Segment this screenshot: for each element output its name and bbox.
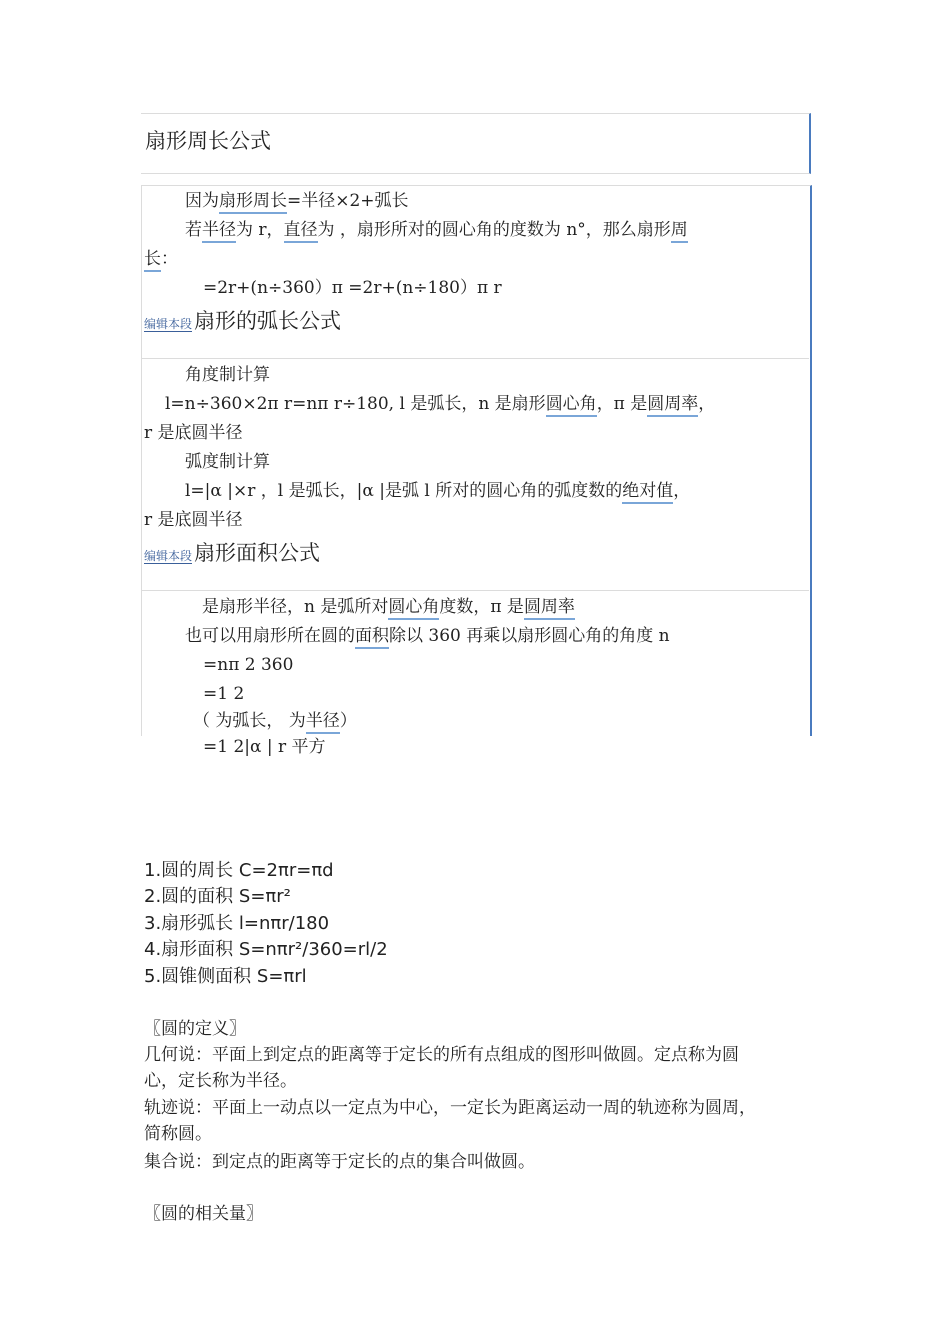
angle-line xyxy=(165,393,715,415)
definition-heading: 〖圆的定义〗 xyxy=(144,1019,246,1039)
area-formula-2: =1 2 xyxy=(203,684,245,704)
link-pi[interactable]: 圆周率 xyxy=(647,394,698,417)
text: 是扇形半径，n 是弧所对 xyxy=(202,597,389,617)
text: 为 r， xyxy=(236,220,284,240)
text: ，π 是 xyxy=(596,394,648,414)
link-absolute-value[interactable]: 绝对值 xyxy=(622,481,673,504)
area-formula-1: =nπ 2 360 xyxy=(203,655,294,675)
radian-line-2: r 是底圆半径 xyxy=(144,510,243,530)
area-line-1 xyxy=(202,596,575,618)
area-formula-3: =1 2|α | r 平方 xyxy=(203,737,326,757)
formula-5: 5.圆锥侧面积 S=πrl xyxy=(144,966,307,987)
formula-1: 1.圆的周长 C=2πr=πd xyxy=(144,860,334,881)
link-diameter[interactable]: 直径 xyxy=(284,220,318,243)
text: 因为 xyxy=(185,191,219,211)
text: （ 为弧长， 为 xyxy=(193,711,306,731)
text: 除以 360 再乘以扇形圆心角的角度 n xyxy=(389,626,670,646)
text: ） xyxy=(339,711,357,731)
geometric-definition-1: 几何说：平面上到定点的距离等于定长的所有点组成的图形叫做圆。定点称为圆 xyxy=(144,1045,739,1065)
perimeter-line-2 xyxy=(185,219,688,241)
formula-4: 4.扇形面积 S=nπr²/360=rl/2 xyxy=(144,939,388,960)
angle-title: 角度制计算 xyxy=(185,365,270,385)
radian-line xyxy=(185,480,690,502)
page-title: 扇形周长公式 xyxy=(145,129,271,153)
title-box xyxy=(141,113,811,174)
text: 若 xyxy=(185,220,202,240)
perimeter-line-1 xyxy=(185,190,409,212)
angle-line-2: r 是底圆半径 xyxy=(144,423,243,443)
locus-definition-2: 简称圆。 xyxy=(144,1124,212,1144)
related-heading: 〖圆的相关量〗 xyxy=(144,1204,263,1224)
formula-3: 3.扇形弧长 l=nπr/180 xyxy=(144,913,330,934)
link-radius[interactable]: 半径 xyxy=(306,711,340,734)
area-line-5 xyxy=(193,710,357,732)
link-sector-perimeter[interactable]: 扇形周长 xyxy=(219,191,287,214)
link-perimeter-2[interactable]: 长 xyxy=(144,249,161,272)
text: l=|α |×r ，l 是弧长，|α |是弧 l 所对的圆心角的弧度数的 xyxy=(185,481,623,501)
text: ： xyxy=(161,249,178,269)
text: l=n÷360×2π r=nπ r÷180, l 是弧长，n 是扇形 xyxy=(165,394,546,414)
formula-2: 2.圆的面积 S=πr² xyxy=(144,886,291,907)
link-central-angle[interactable]: 圆心角 xyxy=(388,597,439,620)
text: 度数，π 是 xyxy=(439,597,524,617)
area-line-2 xyxy=(185,625,670,647)
area-heading-row xyxy=(144,542,320,567)
text: ， xyxy=(698,394,716,414)
text: ， xyxy=(673,481,691,501)
link-perimeter-1[interactable]: 周 xyxy=(671,220,688,243)
set-definition: 集合说：到定点的距离等于定长的点的集合叫做圆。 xyxy=(144,1152,535,1172)
edit-link[interactable]: 编辑本段 xyxy=(144,317,193,331)
divider xyxy=(141,358,809,359)
text: 为 ，扇形所对的圆心角的度数为 n°，那么扇形 xyxy=(317,220,671,240)
divider xyxy=(141,590,809,591)
link-pi[interactable]: 圆周率 xyxy=(524,597,575,620)
section-heading: 扇形面积公式 xyxy=(194,541,321,565)
link-radius[interactable]: 半径 xyxy=(202,220,236,243)
arc-heading-row xyxy=(144,310,341,335)
link-central-angle[interactable]: 圆心角 xyxy=(546,394,597,417)
link-area[interactable]: 面积 xyxy=(355,626,389,649)
locus-definition-1: 轨迹说：平面上一动点以一定点为中心，一定长为距离运动一周的轨迹称为圆周， xyxy=(144,1098,756,1118)
radian-title: 弧度制计算 xyxy=(185,452,270,472)
perimeter-formula: =2r+(n÷360）π =2r+(n÷180）π r xyxy=(203,278,502,298)
perimeter-line-3 xyxy=(144,248,178,270)
text: 也可以用扇形所在圆的 xyxy=(185,626,355,646)
section-heading: 扇形的弧长公式 xyxy=(194,309,342,333)
edit-link[interactable]: 编辑本段 xyxy=(144,549,193,563)
text: =半径×2+弧长 xyxy=(287,191,409,211)
geometric-definition-2: 心，定长称为半径。 xyxy=(144,1071,297,1091)
